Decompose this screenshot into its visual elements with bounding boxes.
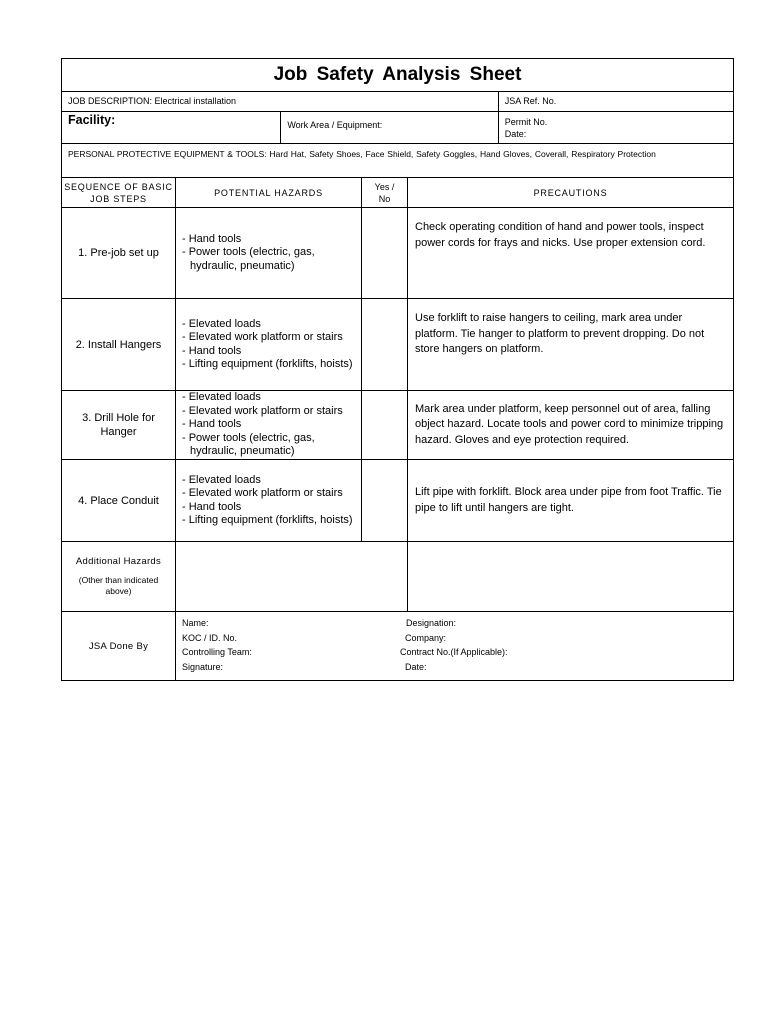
hazard-item: - Elevated work platform or stairs: [182, 404, 343, 417]
work-area-label: Work Area / Equipment:: [287, 120, 383, 130]
jsa-sheet: [61, 58, 734, 681]
step-row: [62, 390, 733, 459]
hazard-item: - Hand tools: [182, 500, 242, 513]
hazard-item: - Elevated loads: [182, 317, 261, 330]
additional-hazards-row: [62, 541, 733, 611]
done-by-label: JSA Done By: [88, 640, 149, 652]
precautions-cell: Use forklift to raise hangers to ceiling, mark area under platform. Tie hanger to platform to prevent dropping. Do not store hangers on platform.: [407, 299, 733, 390]
hazards-cell: [175, 299, 361, 390]
hazards-list: [182, 391, 355, 459]
additional-hazards-cell: [62, 542, 175, 611]
ppe-text: PERSONAL PROTECTIVE EQUIPMENT & TOOLS: Hard Hat, Safety Shoes, Face Shield, Safety Goggles, Hand Gloves, Coverall, Respiratory Protection: [68, 149, 656, 159]
yes-no-cell[interactable]: [361, 460, 407, 541]
hazard-item: - Lifting equipment (forklifts, hoists): [182, 514, 353, 526]
hazard-item: - Hand tools: [182, 232, 242, 245]
job-description-value: Electrical installation: [154, 96, 237, 106]
designation-field-label: Designation:: [406, 618, 457, 628]
step-row: [62, 298, 733, 390]
hazards-cell: [175, 391, 361, 459]
additional-precautions-input[interactable]: [407, 542, 733, 611]
title-row: [62, 59, 733, 91]
hazard-item: - Elevated work platform or stairs: [182, 487, 343, 499]
additional-hazards-note: (Other than indicated above): [78, 575, 159, 596]
yes-no-cell[interactable]: [361, 299, 407, 390]
step-name: 4. Place Conduit: [78, 494, 159, 507]
hazards-cell: [175, 208, 361, 298]
precautions-cell: Mark area under platform, keep personnel out of area, falling object hazard. Locate tools and power cord to minimize tripping hazard. Gloves and eye protection required.: [407, 391, 733, 459]
hazards-cell: [175, 460, 361, 541]
header-precautions: PRECAUTIONS: [407, 178, 733, 207]
yes-no-cell[interactable]: [361, 391, 407, 459]
hazard-item: - Elevated loads: [182, 473, 261, 486]
job-description-row: [62, 91, 733, 111]
facility-cell: [62, 112, 280, 143]
jsa-ref-cell: [498, 92, 733, 111]
hazard-item: - Elevated loads: [182, 391, 261, 404]
sheet-title: Job Safety Analysis Sheet: [273, 64, 522, 85]
job-description-cell: [62, 92, 498, 111]
signature-field-label: Signature:: [182, 661, 224, 672]
facility-row: [62, 111, 733, 143]
step-row: [62, 207, 733, 298]
ppe-row: [62, 143, 733, 177]
controlling-team-field-label: Controlling Team:: [182, 647, 252, 657]
date-field-label: Date:: [405, 661, 427, 672]
hazard-item: - Power tools (electric, gas, hydraulic, pneumatic): [182, 431, 315, 458]
header-yes-no: Yes / No: [361, 178, 407, 207]
hazard-item: - Elevated work platform or stairs: [182, 331, 343, 343]
hazard-item: - Power tools (electric, gas, hydraulic, pneumatic): [182, 246, 315, 272]
precautions-cell: Check operating condition of hand and power tools, inspect power cords for frays and nicks. Use proper extension cord.: [407, 208, 733, 298]
hazard-item: - Hand tools: [182, 418, 242, 431]
header-hazards: POTENTIAL HAZARDS: [175, 178, 361, 207]
additional-hazards-label: Additional Hazards: [75, 556, 162, 567]
hazards-list: [182, 474, 353, 528]
facility-label: Facility:: [68, 113, 116, 127]
step-name: 2. Install Hangers: [75, 338, 162, 351]
step-name: 1. Pre-job set up: [78, 247, 159, 259]
step-row: [62, 459, 733, 541]
header-row: [62, 177, 733, 207]
done-by-fields: [175, 612, 733, 680]
koc-id-field-label: KOC / ID. No.: [182, 632, 238, 643]
precautions-cell: Lift pipe with forklift. Block area under pipe from foot Traffic. Tie pipe to lift until hangers are tight.: [407, 460, 733, 541]
name-field-label: Name:: [182, 618, 209, 628]
done-by-row: [62, 611, 733, 680]
date-label: Date:: [504, 129, 527, 139]
job-description-label: JOB DESCRIPTION:: [68, 96, 153, 106]
permit-cell: [498, 112, 733, 143]
hazard-item: - Lifting equipment (forklifts, hoists): [182, 358, 353, 370]
company-field-label: Company:: [405, 632, 447, 643]
jsa-ref-label: JSA Ref. No.: [504, 96, 557, 106]
step-name: 3. Drill Hole for Hanger: [82, 412, 155, 438]
work-area-cell: [280, 112, 497, 143]
hazards-list: [182, 318, 353, 372]
hazard-item: - Hand tools: [182, 344, 242, 357]
hazards-list: [182, 233, 355, 274]
yes-no-cell[interactable]: [361, 208, 407, 298]
contract-no-field-label: Contract No.(If Applicable):: [400, 647, 508, 657]
header-sequence: SEQUENCE OF BASIC JOB STEPS: [64, 181, 173, 204]
additional-hazards-input[interactable]: [175, 542, 407, 611]
permit-label: Permit No.: [504, 117, 548, 127]
